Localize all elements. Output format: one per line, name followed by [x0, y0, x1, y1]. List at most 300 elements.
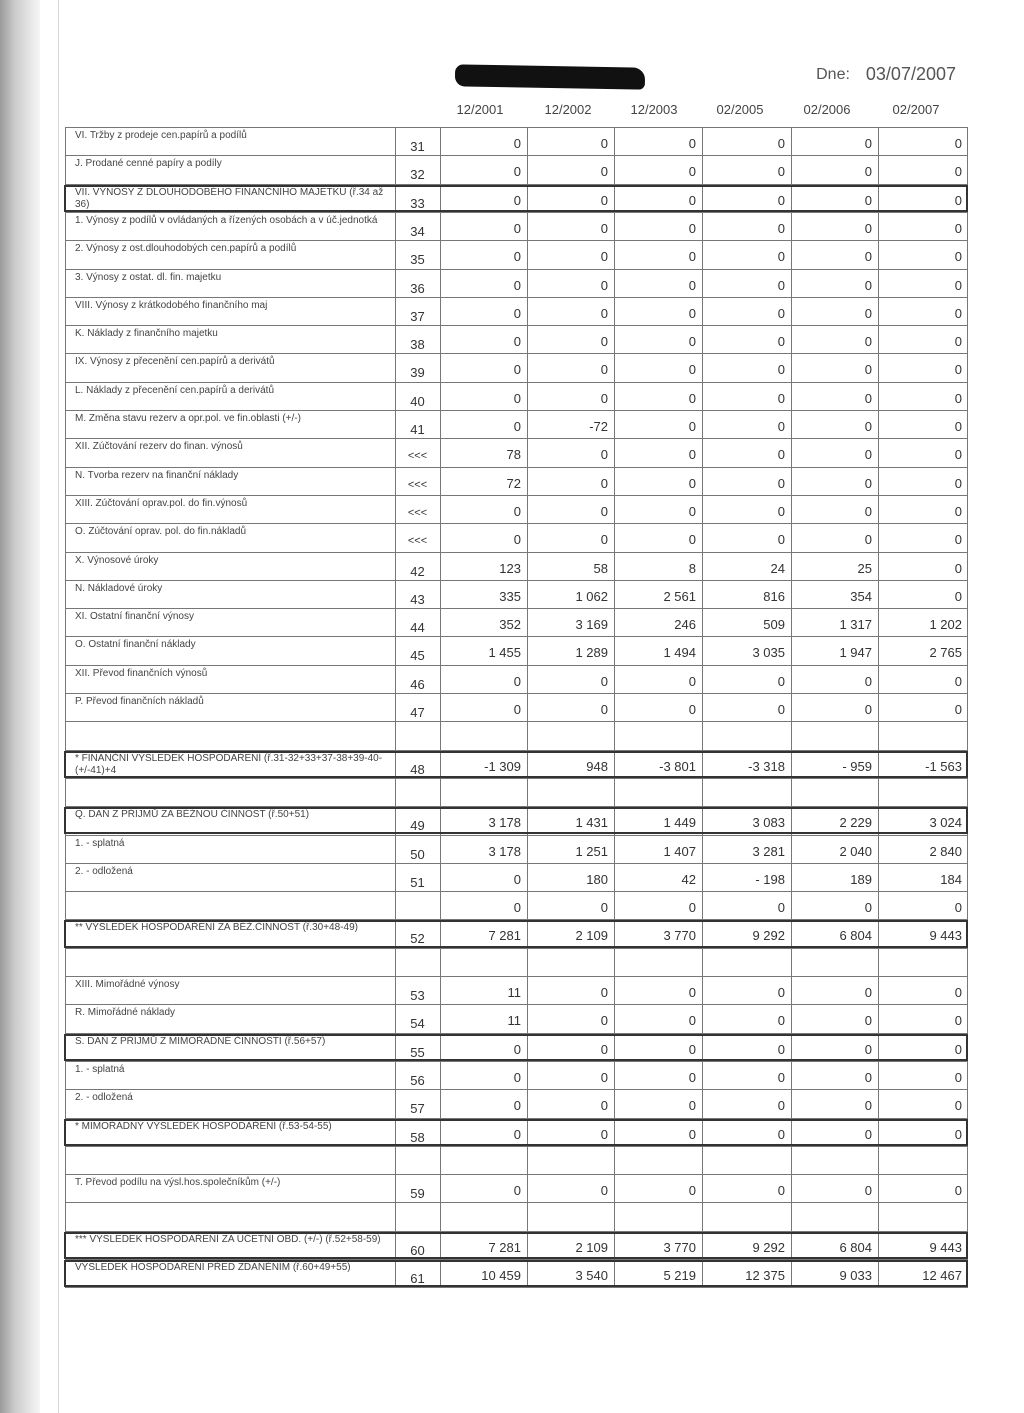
- row-label: 2. - odložená: [75, 865, 133, 877]
- grid-vertical-line: [65, 127, 66, 1287]
- value-cell: 0: [777, 334, 785, 350]
- value-cell: 0: [513, 192, 521, 208]
- value-cell: 948: [586, 758, 608, 774]
- value-cell: 0: [513, 249, 521, 265]
- grid-vertical-line: [702, 127, 703, 1287]
- value-cell: 78: [506, 447, 521, 463]
- value-cell: 0: [600, 1069, 608, 1085]
- value-cell: 6 804: [839, 1239, 872, 1255]
- row-label: S. DAŇ Z PŘÍJMŮ Z MIMOŘÁDNÉ ČINNOSTI (ř.56+57): [75, 1035, 326, 1047]
- value-cell: 0: [513, 503, 521, 519]
- row-label: IX. Výnosy z přecenění cen.papírů a derivátů: [75, 356, 275, 368]
- grid-horizontal-line: [65, 863, 968, 864]
- row-code: 45: [410, 648, 425, 664]
- value-cell: 0: [864, 1041, 872, 1057]
- row-label: O. Zúčtování oprav. pol. do fin.nákladů: [75, 526, 247, 538]
- value-cell: -1 309: [484, 758, 521, 774]
- page-edge-shadow: [0, 0, 40, 1413]
- row-code: 33: [410, 195, 425, 211]
- value-cell: 3 770: [663, 1239, 696, 1255]
- grid-horizontal-line: [65, 948, 968, 949]
- value-cell: 0: [864, 249, 872, 265]
- value-cell: 6 804: [839, 928, 872, 944]
- value-cell: - 198: [755, 871, 785, 887]
- value-cell: 0: [600, 475, 608, 491]
- value-cell: 0: [864, 1098, 872, 1114]
- value-cell: 0: [777, 532, 785, 548]
- row-label: XIII. Mimořádné výnosy: [75, 979, 180, 990]
- row-label: L. Náklady z přecenění cen.papírů a derivátů: [75, 384, 275, 396]
- value-cell: 0: [954, 362, 962, 378]
- value-cell: 0: [513, 305, 521, 321]
- grid-horizontal-line: [65, 269, 968, 270]
- value-cell: -72: [589, 419, 608, 434]
- grid-horizontal-line: [65, 438, 968, 439]
- value-cell: 0: [688, 1013, 696, 1029]
- value-cell: 509: [763, 617, 785, 633]
- value-cell: 3 035: [752, 645, 785, 661]
- period-header: 02/2007: [892, 102, 940, 117]
- grid-vertical-line: [614, 127, 615, 1287]
- value-cell: 9 443: [929, 928, 962, 944]
- value-cell: 0: [513, 277, 521, 293]
- value-cell: 10 459: [481, 1268, 521, 1283]
- value-cell: 0: [688, 334, 696, 350]
- value-cell: 0: [777, 136, 785, 151]
- value-cell: 0: [600, 249, 608, 265]
- value-cell: 0: [864, 334, 872, 350]
- row-code: 37: [410, 308, 425, 324]
- value-cell: 1 494: [663, 645, 696, 661]
- value-cell: 0: [864, 362, 872, 378]
- row-label: N. Nákladové úroky: [75, 582, 163, 594]
- value-cell: 2 040: [839, 843, 872, 859]
- value-cell: 0: [513, 220, 521, 236]
- value-cell: 0: [777, 503, 785, 519]
- value-cell: 58: [593, 560, 608, 576]
- value-cell: 0: [688, 1041, 696, 1057]
- value-cell: 0: [954, 447, 962, 463]
- row-code: 60: [410, 1242, 425, 1258]
- grid-horizontal-line: [65, 495, 968, 496]
- value-cell: 0: [513, 532, 521, 548]
- value-cell: 0: [513, 164, 521, 180]
- row-code: 55: [410, 1044, 425, 1060]
- value-cell: 0: [688, 192, 696, 208]
- value-cell: 0: [954, 1041, 962, 1057]
- grid-horizontal-line: [65, 1202, 968, 1203]
- row-label: XII. Zúčtování rezerv do finan. výnosů: [75, 441, 243, 453]
- value-cell: 0: [777, 220, 785, 236]
- value-cell: 0: [777, 985, 785, 1000]
- row-label: 1. - splatná: [75, 1063, 125, 1075]
- value-cell: 0: [513, 673, 521, 689]
- value-cell: 0: [777, 277, 785, 293]
- emphasis-row-box: [64, 920, 968, 947]
- value-cell: 0: [864, 136, 872, 151]
- row-code: 40: [410, 393, 425, 409]
- value-cell: 0: [864, 390, 872, 406]
- value-cell: 0: [600, 1098, 608, 1114]
- row-code: 36: [410, 280, 425, 296]
- value-cell: 0: [688, 503, 696, 519]
- grid-horizontal-line: [65, 127, 968, 128]
- row-label: K. Náklady z finančního majetku: [75, 328, 218, 340]
- value-cell: 0: [954, 419, 962, 434]
- value-cell: 0: [864, 164, 872, 180]
- grid-horizontal-line: [65, 665, 968, 666]
- value-cell: 3 540: [575, 1268, 608, 1283]
- grid-horizontal-line: [65, 410, 968, 411]
- row-label: 1. Výnosy z podílů v ovládaných a řízených osobách a v úč.jednotká: [75, 214, 378, 226]
- value-cell: 0: [688, 390, 696, 406]
- value-cell: 3 770: [663, 928, 696, 944]
- row-code: 32: [410, 167, 425, 183]
- value-cell: 0: [954, 1098, 962, 1114]
- row-label: VII. VÝNOSY Z DLOUHODOBÉHO FINANČNÍHO MAJETKU (ř.34 až 36): [75, 186, 384, 210]
- row-code: 50: [410, 846, 425, 862]
- value-cell: 0: [954, 136, 962, 151]
- value-cell: 335: [499, 588, 521, 604]
- value-cell: 1 407: [663, 843, 696, 859]
- value-cell: 0: [864, 1069, 872, 1085]
- grid-horizontal-line: [65, 636, 968, 637]
- value-cell: 0: [777, 673, 785, 689]
- row-code: 39: [410, 365, 425, 381]
- row-label: * MIMOŘÁDNÝ VÝSLEDEK HOSPODAŘENÍ (ř.53-54-55): [75, 1120, 332, 1132]
- row-label: XI. Ostatní finanční výnosy: [75, 611, 194, 623]
- grid-horizontal-line: [65, 976, 968, 977]
- row-label: N. Tvorba rezerv na finanční náklady: [75, 469, 239, 481]
- row-label: P. Převod finančních nákladů: [75, 696, 204, 707]
- row-code: 35: [410, 252, 425, 268]
- value-cell: 12 375: [745, 1268, 785, 1283]
- emphasis-row-box: [64, 1034, 968, 1061]
- row-label: XIII. Zúčtování oprav.pol. do fin.výnosů: [75, 497, 248, 509]
- value-cell: 3 178: [488, 815, 521, 831]
- value-cell: 0: [954, 702, 962, 717]
- row-label: 2. - odložená: [75, 1092, 133, 1104]
- grid-vertical-line: [878, 127, 879, 1287]
- value-cell: 0: [864, 1183, 872, 1199]
- row-code: 49: [410, 818, 425, 834]
- value-cell: 0: [777, 249, 785, 265]
- row-code: 53: [410, 988, 425, 1003]
- emphasis-row-box: [64, 1260, 968, 1287]
- value-cell: 0: [600, 1041, 608, 1057]
- value-cell: 3 024: [929, 815, 962, 831]
- grid-horizontal-line: [65, 467, 968, 468]
- row-code: <<<: [407, 506, 428, 519]
- value-cell: 0: [777, 390, 785, 406]
- row-code: <<<: [407, 478, 428, 491]
- value-cell: 0: [688, 1183, 696, 1199]
- value-cell: 2 561: [663, 588, 696, 604]
- value-cell: 0: [600, 702, 608, 717]
- value-cell: 9 443: [929, 1239, 962, 1255]
- emphasis-row-box: [64, 751, 968, 778]
- value-cell: 3 169: [575, 617, 608, 633]
- value-cell: 0: [954, 1013, 962, 1029]
- grid-horizontal-line: [65, 353, 968, 354]
- grid-horizontal-line: [65, 1004, 968, 1005]
- value-cell: 0: [600, 532, 608, 548]
- value-cell: 1 431: [575, 815, 608, 831]
- row-label: T. Převod podílu na výsl.hos.společníkům (+/-): [75, 1177, 281, 1189]
- value-cell: 0: [954, 475, 962, 491]
- value-cell: 3 178: [488, 843, 521, 859]
- period-header: 02/2006: [803, 102, 851, 117]
- row-label: VI. Tržby z prodeje cen.papírů a podílů: [75, 130, 247, 141]
- row-code: 59: [410, 1186, 425, 1202]
- value-cell: 0: [600, 447, 608, 463]
- value-cell: 0: [777, 900, 785, 916]
- value-cell: 0: [954, 532, 962, 548]
- value-cell: 0: [954, 673, 962, 689]
- value-cell: 1 251: [575, 843, 608, 859]
- grid-horizontal-line: [65, 608, 968, 609]
- value-cell: 0: [688, 532, 696, 548]
- value-cell: 0: [864, 1126, 872, 1142]
- grid-horizontal-line: [65, 240, 968, 241]
- grid-horizontal-line: [65, 552, 968, 553]
- row-code: 58: [410, 1129, 425, 1145]
- value-cell: 0: [777, 475, 785, 491]
- value-cell: 0: [954, 560, 962, 576]
- value-cell: 0: [864, 900, 872, 916]
- value-cell: 0: [864, 673, 872, 689]
- financial-table: [65, 127, 968, 1287]
- value-cell: 0: [864, 985, 872, 1000]
- value-cell: 0: [777, 419, 785, 434]
- grid-horizontal-line: [65, 580, 968, 581]
- value-cell: 0: [688, 447, 696, 463]
- value-cell: 0: [600, 1013, 608, 1029]
- value-cell: 1 062: [575, 588, 608, 604]
- value-cell: 0: [688, 136, 696, 151]
- value-cell: 0: [954, 192, 962, 208]
- value-cell: 0: [513, 136, 521, 151]
- value-cell: 0: [688, 985, 696, 1000]
- emphasis-row-box: [64, 185, 968, 212]
- value-cell: 0: [954, 588, 962, 604]
- value-cell: 0: [864, 305, 872, 321]
- value-cell: 0: [777, 447, 785, 463]
- value-cell: 1 202: [929, 617, 962, 633]
- value-cell: 0: [864, 447, 872, 463]
- row-label: VÝSLEDEK HOSPODAŘENÍ PŘED ZDANĚNÍM (ř.60+49+55): [75, 1262, 351, 1273]
- value-cell: 0: [513, 334, 521, 350]
- grid-horizontal-line: [65, 1174, 968, 1175]
- grid-horizontal-line: [65, 212, 968, 213]
- row-label: R. Mimořádné náklady: [75, 1007, 176, 1019]
- value-cell: 0: [688, 673, 696, 689]
- value-cell: 0: [688, 277, 696, 293]
- value-cell: 180: [586, 871, 608, 887]
- value-cell: 0: [688, 362, 696, 378]
- value-cell: 0: [777, 1098, 785, 1114]
- value-cell: 0: [600, 334, 608, 350]
- value-cell: 0: [954, 985, 962, 1000]
- row-code: 54: [410, 1016, 425, 1032]
- value-cell: 189: [850, 871, 872, 887]
- grid-horizontal-line: [65, 155, 968, 156]
- grid-horizontal-line: [65, 693, 968, 694]
- value-cell: 0: [688, 419, 696, 434]
- value-cell: 2 765: [929, 645, 962, 661]
- row-code: 52: [410, 931, 425, 947]
- value-cell: 0: [513, 390, 521, 406]
- row-code: 56: [410, 1072, 425, 1088]
- value-cell: 42: [681, 871, 696, 887]
- value-cell: 0: [688, 1098, 696, 1114]
- row-code: 61: [410, 1271, 425, 1286]
- value-cell: 0: [600, 305, 608, 321]
- value-cell: 0: [777, 305, 785, 321]
- grid-horizontal-line: [65, 778, 968, 779]
- value-cell: 0: [600, 1183, 608, 1199]
- row-code: 31: [410, 139, 425, 154]
- row-code: <<<: [407, 535, 428, 548]
- value-cell: 0: [954, 305, 962, 321]
- grid-horizontal-line: [65, 382, 968, 383]
- grid-horizontal-line: [65, 1089, 968, 1090]
- value-cell: 123: [499, 560, 521, 576]
- date-line: [816, 64, 956, 85]
- value-cell: 12 467: [922, 1268, 962, 1283]
- period-header: 12/2002: [544, 102, 592, 117]
- value-cell: 0: [600, 136, 608, 151]
- value-cell: 2 109: [575, 1239, 608, 1255]
- value-cell: 0: [513, 871, 521, 887]
- value-cell: 0: [600, 673, 608, 689]
- value-cell: 0: [513, 1069, 521, 1085]
- row-code: 48: [410, 761, 425, 777]
- value-cell: 7 281: [488, 928, 521, 944]
- value-cell: 2 229: [839, 815, 872, 831]
- row-code: 51: [410, 874, 425, 890]
- value-cell: 0: [688, 164, 696, 180]
- value-cell: 0: [777, 192, 785, 208]
- value-cell: 0: [600, 220, 608, 236]
- value-cell: 0: [954, 900, 962, 916]
- value-cell: 11: [507, 1013, 521, 1029]
- row-code: <<<: [407, 450, 428, 463]
- row-code: 57: [410, 1101, 425, 1117]
- value-cell: 0: [864, 1013, 872, 1029]
- value-cell: -3 318: [748, 758, 785, 774]
- value-cell: 2 109: [575, 928, 608, 944]
- value-cell: 8: [688, 560, 696, 576]
- value-cell: 0: [777, 1183, 785, 1199]
- value-cell: 0: [600, 192, 608, 208]
- emphasis-row-box: [64, 807, 968, 834]
- grid-vertical-line: [967, 127, 968, 1287]
- grid-horizontal-line: [65, 1146, 968, 1147]
- value-cell: 0: [688, 475, 696, 491]
- row-label: X. Výnosové úroky: [75, 554, 159, 566]
- row-code: 34: [410, 223, 425, 239]
- value-cell: 11: [507, 985, 521, 1000]
- grid-horizontal-line: [65, 325, 968, 326]
- value-cell: 0: [688, 900, 696, 916]
- value-cell: 0: [864, 419, 872, 434]
- value-cell: 0: [864, 702, 872, 717]
- value-cell: 246: [674, 617, 696, 633]
- grid-horizontal-line: [65, 523, 968, 524]
- grid-horizontal-line: [65, 1287, 968, 1288]
- value-cell: 0: [864, 277, 872, 293]
- value-cell: 0: [688, 1126, 696, 1142]
- value-cell: 0: [864, 220, 872, 236]
- row-code: 38: [410, 337, 425, 353]
- row-label: *** VÝSLEDEK HOSPODAŘENÍ ZA ÚČETNÍ OBD. (+/-) (ř.52+58-59): [75, 1233, 381, 1245]
- grid-horizontal-line: [65, 721, 968, 722]
- value-cell: 0: [954, 334, 962, 350]
- value-cell: 1 289: [575, 645, 608, 661]
- value-cell: 1 449: [663, 815, 696, 831]
- value-cell: 0: [864, 475, 872, 491]
- value-cell: 0: [954, 1126, 962, 1142]
- value-cell: 0: [954, 1069, 962, 1085]
- value-cell: 0: [513, 1126, 521, 1142]
- value-cell: 0: [513, 1098, 521, 1114]
- value-cell: 9 292: [752, 1239, 785, 1255]
- value-cell: 0: [954, 503, 962, 519]
- value-cell: 0: [513, 362, 521, 378]
- row-label: 2. Výnosy z ost.dlouhodobých cen.papírů a podílů: [75, 243, 297, 255]
- value-cell: 0: [600, 985, 608, 1000]
- row-label: O. Ostatní finanční náklady: [75, 639, 196, 651]
- value-cell: 0: [777, 1041, 785, 1057]
- value-cell: 0: [600, 503, 608, 519]
- value-cell: 0: [688, 305, 696, 321]
- row-code: 46: [410, 676, 425, 692]
- period-header: 12/2001: [456, 102, 504, 117]
- value-cell: 0: [777, 1069, 785, 1085]
- value-cell: 0: [513, 900, 521, 916]
- value-cell: 0: [688, 1069, 696, 1085]
- value-cell: 352: [499, 617, 521, 633]
- row-label: ** VÝSLEDEK HOSPODAŘENÍ ZA BĚŽ.ČINNOST (ř.30+48-49): [75, 922, 358, 934]
- value-cell: - 959: [842, 758, 872, 774]
- value-cell: 5 219: [663, 1268, 696, 1283]
- value-cell: -3 801: [659, 758, 696, 774]
- value-cell: 0: [954, 390, 962, 406]
- value-cell: 0: [600, 164, 608, 180]
- value-cell: 3 083: [752, 815, 785, 831]
- value-cell: 0: [954, 249, 962, 265]
- value-cell: 24: [770, 560, 785, 576]
- value-cell: 0: [777, 1126, 785, 1142]
- value-cell: 0: [513, 419, 521, 434]
- value-cell: 816: [763, 588, 785, 604]
- row-code: 44: [410, 620, 425, 636]
- date-value: 03/07/2007: [865, 64, 956, 84]
- value-cell: 0: [777, 702, 785, 717]
- value-cell: 0: [777, 164, 785, 180]
- value-cell: 0: [600, 900, 608, 916]
- grid-horizontal-line: [65, 297, 968, 298]
- value-cell: 0: [777, 362, 785, 378]
- value-cell: 0: [688, 220, 696, 236]
- date-label: Dne:: [816, 66, 850, 83]
- emphasis-row-box: [64, 1232, 968, 1259]
- value-cell: 1 455: [488, 645, 521, 661]
- period-header: 02/2005: [716, 102, 764, 117]
- grid-horizontal-line: [65, 835, 968, 836]
- value-cell: 0: [954, 220, 962, 236]
